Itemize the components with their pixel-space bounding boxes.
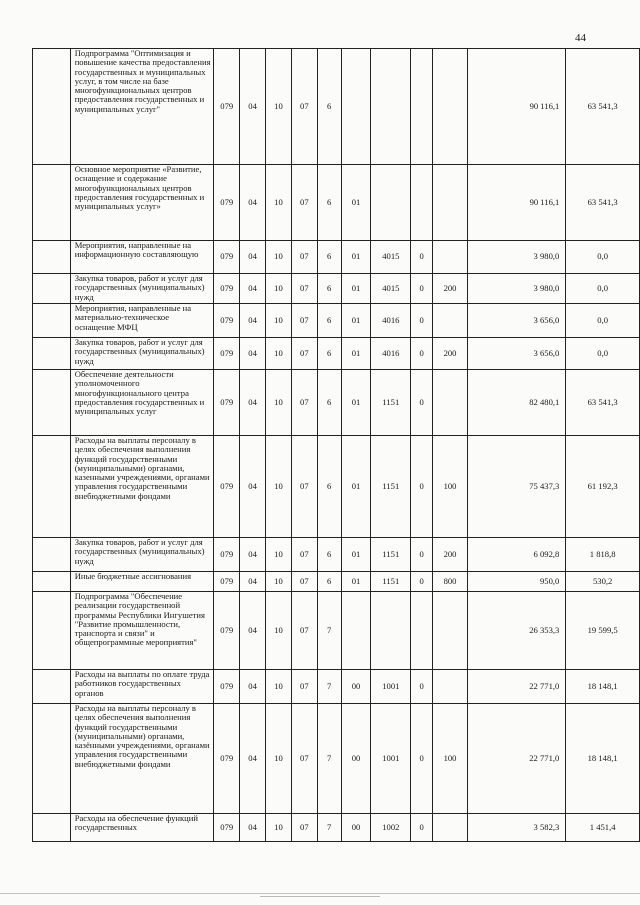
code-source: 0 — [411, 670, 433, 704]
amount-executed: 63 541,3 — [566, 49, 640, 165]
code-subprogram: 7 — [317, 704, 341, 814]
code-ministry: 079 — [214, 274, 240, 304]
code-expense-type — [433, 370, 468, 436]
code-program: 07 — [291, 338, 317, 370]
scan-edge-mark — [260, 896, 380, 897]
code-measure: 01 — [341, 572, 371, 592]
blank — [33, 538, 71, 572]
code-section: 04 — [240, 814, 266, 842]
code-subsection: 10 — [266, 592, 292, 670]
table-row — [33, 49, 640, 165]
code-subprogram: 7 — [317, 814, 341, 842]
budget-table — [32, 48, 640, 842]
code-program: 07 — [291, 670, 317, 704]
code-source: 0 — [411, 572, 433, 592]
code-measure: 01 — [341, 241, 371, 274]
code-ministry: 079 — [214, 49, 240, 165]
code-subsection: 10 — [266, 304, 292, 338]
code-source: 0 — [411, 538, 433, 572]
code-subsection: 10 — [266, 274, 292, 304]
code-expense-type: 100 — [433, 436, 468, 538]
code-ministry: 079 — [214, 304, 240, 338]
code-ministry: 079 — [214, 338, 240, 370]
table-row — [33, 274, 640, 304]
code-subsection: 10 — [266, 814, 292, 842]
code-subprogram: 6 — [317, 304, 341, 338]
code-expense-type — [433, 241, 468, 274]
code-section: 04 — [240, 165, 266, 241]
blank — [33, 49, 71, 165]
code-program: 07 — [291, 274, 317, 304]
code-section: 04 — [240, 370, 266, 436]
code-expense-type — [433, 670, 468, 704]
code-ministry: 079 — [214, 670, 240, 704]
code-expense-type: 200 — [433, 274, 468, 304]
code-direction: 1151 — [371, 436, 411, 538]
code-subprogram: 6 — [317, 49, 341, 165]
code-source: 0 — [411, 814, 433, 842]
code-program: 07 — [291, 704, 317, 814]
amount-executed: 18 148,1 — [566, 670, 640, 704]
code-source: 0 — [411, 304, 433, 338]
amount-planned: 26 353,3 — [467, 592, 565, 670]
code-expense-type: 200 — [433, 338, 468, 370]
code-subsection: 10 — [266, 49, 292, 165]
table-row — [33, 538, 640, 572]
item-name: Подпрограмма "Оптимизация и повышение качества предоставления государственных и муниципальных услуг, в том числе на базе многофункциональных центров предоставления государственных и муниципальных услуг" — [70, 49, 214, 165]
code-expense-type — [433, 304, 468, 338]
code-measure: 01 — [341, 165, 371, 241]
code-ministry: 079 — [214, 538, 240, 572]
code-expense-type — [433, 814, 468, 842]
code-expense-type — [433, 592, 468, 670]
code-measure: 00 — [341, 704, 371, 814]
amount-executed: 18 148,1 — [566, 704, 640, 814]
code-measure: 01 — [341, 274, 371, 304]
code-source — [411, 49, 433, 165]
item-name: Расходы на выплаты по оплате труда работников государственных органов — [70, 670, 214, 704]
table-row — [33, 704, 640, 814]
code-ministry: 079 — [214, 814, 240, 842]
code-ministry: 079 — [214, 436, 240, 538]
amount-planned: 22 771,0 — [467, 704, 565, 814]
amount-executed: 1 818,8 — [566, 538, 640, 572]
amount-planned: 75 437,3 — [467, 436, 565, 538]
amount-executed: 0,0 — [566, 304, 640, 338]
code-measure: 00 — [341, 670, 371, 704]
code-measure — [341, 49, 371, 165]
code-subprogram: 6 — [317, 165, 341, 241]
amount-planned: 22 771,0 — [467, 670, 565, 704]
code-program: 07 — [291, 304, 317, 338]
code-section: 04 — [240, 274, 266, 304]
code-direction: 1001 — [371, 704, 411, 814]
code-direction — [371, 592, 411, 670]
blank — [33, 704, 71, 814]
blank — [33, 592, 71, 670]
table-row — [33, 670, 640, 704]
table-row — [33, 572, 640, 592]
amount-executed: 0,0 — [566, 338, 640, 370]
amount-planned: 3 656,0 — [467, 304, 565, 338]
code-measure: 01 — [341, 338, 371, 370]
blank — [33, 338, 71, 370]
table-row — [33, 370, 640, 436]
code-subsection: 10 — [266, 538, 292, 572]
table-row — [33, 338, 640, 370]
code-source: 0 — [411, 704, 433, 814]
table-row — [33, 592, 640, 670]
amount-executed: 63 541,3 — [566, 165, 640, 241]
code-expense-type — [433, 165, 468, 241]
code-subsection: 10 — [266, 572, 292, 592]
code-section: 04 — [240, 592, 266, 670]
code-ministry: 079 — [214, 165, 240, 241]
code-measure: 00 — [341, 814, 371, 842]
amount-executed: 63 541,3 — [566, 370, 640, 436]
item-name: Подпрограмма "Обеспечение реализации государственной программы Республики Ингушетия "Развитие промышленности, транспорта и связи" и общепрограммные мероприятия" — [70, 592, 214, 670]
code-program: 07 — [291, 241, 317, 274]
item-name: Закупка товаров, работ и услуг для государственных (муниципальных) нужд — [70, 274, 214, 304]
code-subsection: 10 — [266, 165, 292, 241]
code-measure: 01 — [341, 538, 371, 572]
code-subprogram: 6 — [317, 538, 341, 572]
code-program: 07 — [291, 538, 317, 572]
blank — [33, 370, 71, 436]
code-measure — [341, 592, 371, 670]
code-subsection: 10 — [266, 704, 292, 814]
table-row — [33, 241, 640, 274]
code-expense-type — [433, 49, 468, 165]
code-subsection: 10 — [266, 670, 292, 704]
code-program: 07 — [291, 814, 317, 842]
amount-planned: 3 582,3 — [467, 814, 565, 842]
code-section: 04 — [240, 49, 266, 165]
table-row — [33, 165, 640, 241]
code-program: 07 — [291, 436, 317, 538]
code-source — [411, 165, 433, 241]
blank — [33, 572, 71, 592]
item-name: Основное мероприятие «Развитие, оснащение и содержание многофункциональных центров предоставления государственных и муниципальных услуг» — [70, 165, 214, 241]
blank — [33, 304, 71, 338]
code-source: 0 — [411, 274, 433, 304]
code-section: 04 — [240, 538, 266, 572]
code-source: 0 — [411, 338, 433, 370]
item-name: Расходы на выплаты персоналу в целях обеспечения выполнения функций государственными (муниципальными) органами, казёнными учреждениями, органами управления государственными внебюджетными фондами — [70, 704, 214, 814]
code-subsection: 10 — [266, 436, 292, 538]
code-subprogram: 6 — [317, 274, 341, 304]
code-direction: 1002 — [371, 814, 411, 842]
code-ministry: 079 — [214, 704, 240, 814]
blank — [33, 814, 71, 842]
code-subprogram: 7 — [317, 592, 341, 670]
code-direction: 1151 — [371, 572, 411, 592]
code-section: 04 — [240, 241, 266, 274]
page-number: 44 — [575, 32, 586, 44]
blank — [33, 241, 71, 274]
code-measure: 01 — [341, 304, 371, 338]
code-direction: 4015 — [371, 274, 411, 304]
scan-edge-line — [0, 893, 640, 894]
code-section: 04 — [240, 338, 266, 370]
code-subprogram: 7 — [317, 670, 341, 704]
code-source — [411, 592, 433, 670]
code-measure: 01 — [341, 436, 371, 538]
code-direction: 4015 — [371, 241, 411, 274]
code-program: 07 — [291, 572, 317, 592]
code-subprogram: 6 — [317, 572, 341, 592]
table-row — [33, 814, 640, 842]
amount-executed: 530,2 — [566, 572, 640, 592]
code-subsection: 10 — [266, 241, 292, 274]
item-name: Закупка товаров, работ и услуг для государственных (муниципальных) нужд — [70, 538, 214, 572]
item-name: Обеспечение деятельности уполномоченного многофункционального центра предоставления государственных и муниципальных услуг — [70, 370, 214, 436]
item-name: Расходы на выплаты персоналу в целях обеспечения выполнения функций государственными (муниципальными) органами, казенными учреждениями, органами управления государственными внебюджетными фондами — [70, 436, 214, 538]
code-ministry: 079 — [214, 241, 240, 274]
code-expense-type: 800 — [433, 572, 468, 592]
amount-executed: 61 192,3 — [566, 436, 640, 538]
code-section: 04 — [240, 304, 266, 338]
blank — [33, 436, 71, 538]
item-name: Мероприятия, направленные на материально-техническое оснащение МФЦ — [70, 304, 214, 338]
blank — [33, 670, 71, 704]
code-direction: 1151 — [371, 370, 411, 436]
code-subsection: 10 — [266, 370, 292, 436]
code-source: 0 — [411, 241, 433, 274]
code-section: 04 — [240, 572, 266, 592]
amount-planned: 6 092,8 — [467, 538, 565, 572]
item-name: Иные бюджетные ассигнования — [70, 572, 214, 592]
code-section: 04 — [240, 436, 266, 538]
code-source: 0 — [411, 436, 433, 538]
code-ministry: 079 — [214, 592, 240, 670]
amount-executed: 0,0 — [566, 274, 640, 304]
amount-planned: 3 980,0 — [467, 274, 565, 304]
code-program: 07 — [291, 370, 317, 436]
code-program: 07 — [291, 49, 317, 165]
code-program: 07 — [291, 592, 317, 670]
code-direction — [371, 165, 411, 241]
code-subprogram: 6 — [317, 338, 341, 370]
code-direction: 1001 — [371, 670, 411, 704]
code-ministry: 079 — [214, 572, 240, 592]
code-subprogram: 6 — [317, 436, 341, 538]
blank — [33, 165, 71, 241]
amount-planned: 90 116,1 — [467, 49, 565, 165]
amount-planned: 950,0 — [467, 572, 565, 592]
item-name: Закупка товаров, работ и услуг для государственных (муниципальных) нужд — [70, 338, 214, 370]
table-row — [33, 436, 640, 538]
amount-executed: 1 451,4 — [566, 814, 640, 842]
amount-executed: 0,0 — [566, 241, 640, 274]
code-section: 04 — [240, 670, 266, 704]
amount-planned: 90 116,1 — [467, 165, 565, 241]
code-direction: 1151 — [371, 538, 411, 572]
item-name: Расходы на обеспечение функций государственных — [70, 814, 214, 842]
code-program: 07 — [291, 165, 317, 241]
code-subprogram: 6 — [317, 370, 341, 436]
code-section: 04 — [240, 704, 266, 814]
amount-planned: 3 980,0 — [467, 241, 565, 274]
code-ministry: 079 — [214, 370, 240, 436]
amount-planned: 82 480,1 — [467, 370, 565, 436]
code-direction: 4016 — [371, 338, 411, 370]
code-expense-type: 200 — [433, 538, 468, 572]
blank — [33, 274, 71, 304]
code-expense-type: 100 — [433, 704, 468, 814]
code-subprogram: 6 — [317, 241, 341, 274]
table-row — [33, 304, 640, 338]
amount-planned: 3 656,0 — [467, 338, 565, 370]
item-name: Мероприятия, направленные на информационную составляющую — [70, 241, 214, 274]
code-subsection: 10 — [266, 338, 292, 370]
code-source: 0 — [411, 370, 433, 436]
code-direction: 4016 — [371, 304, 411, 338]
code-measure: 01 — [341, 370, 371, 436]
amount-executed: 19 599,5 — [566, 592, 640, 670]
code-direction — [371, 49, 411, 165]
